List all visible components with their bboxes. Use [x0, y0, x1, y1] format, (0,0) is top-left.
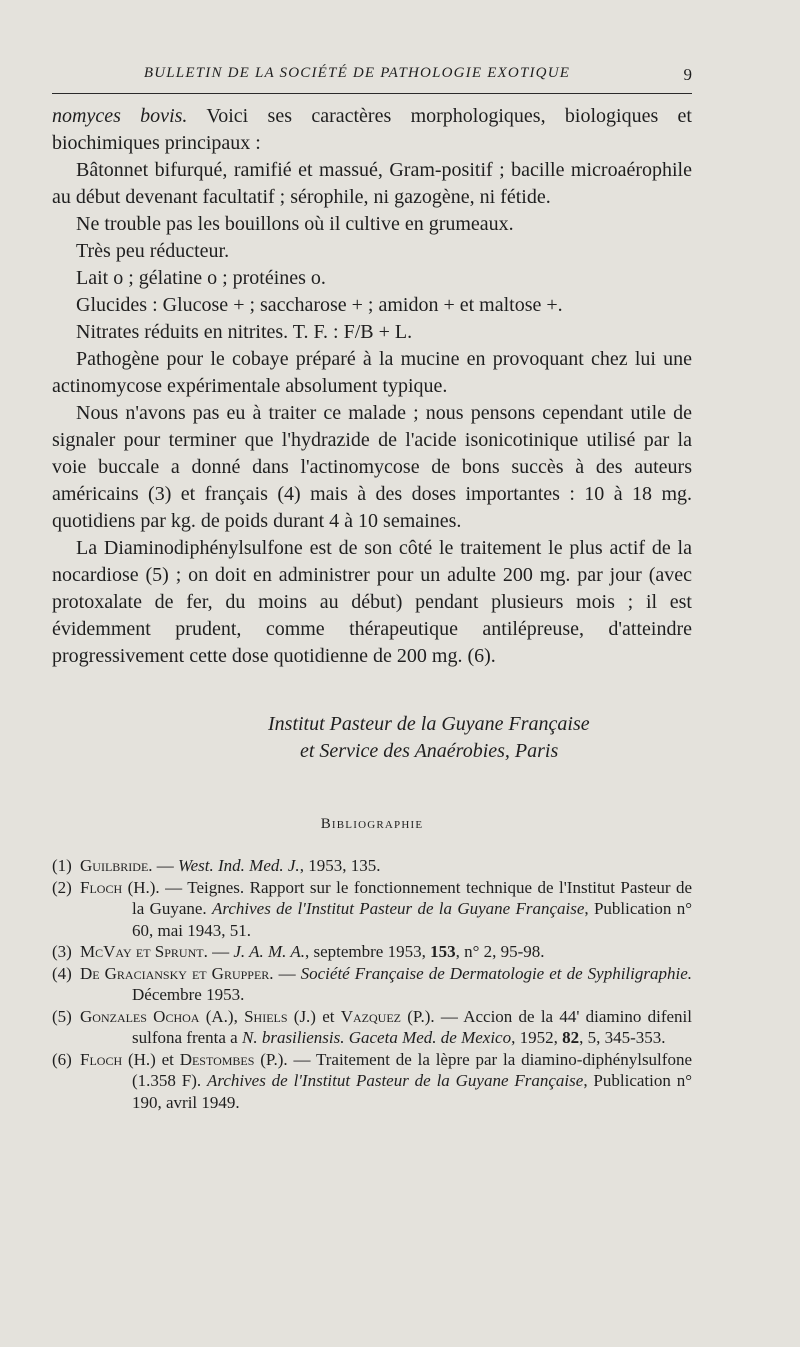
- header-rule: [52, 93, 692, 94]
- running-title: BULLETIN DE LA SOCIÉTÉ DE PATHOLOGIE EXOTIQUE: [143, 65, 571, 81]
- paragraph: Nous n'avons pas eu à traiter ce malade ; nous pensons cependant utile de signaler pour terminer que l'hydrazide de l'acide isonicotinique utilisé par la voie buccale a donné dans l'actinomycose de bons succès à des auteurs américains (3) et français (4) mais à des doses importantes : 10 à 18 mg. quotidiens par kg. de poids durant 4 à 10 semaines.: [52, 402, 692, 532]
- reference-volume: 82: [562, 1028, 580, 1047]
- reference-journal: J. A. M. A.: [233, 942, 305, 961]
- reference-author: Shiels: [244, 1006, 288, 1026]
- reference-journal: Société Française de Dermatologie et de Syphiligraphie.: [300, 963, 692, 983]
- reference-number: (1): [52, 856, 72, 875]
- reference-author: Floch: [80, 877, 123, 897]
- reference-author: Guilbride.: [80, 856, 153, 875]
- running-head: [52, 62, 692, 84]
- reference-number: (3): [52, 942, 72, 961]
- species-name: nomyces bovis.: [52, 105, 188, 127]
- reference-author: Floch: [80, 1049, 123, 1069]
- paragraph: Bâtonnet bifurqué, ramifié et massué, Gram-positif ; bacille microaérophile au début devenant facultatif ; sérophile, ni gazogène, ni fétide.: [52, 159, 692, 208]
- paragraph: Pathogène pour le cobaye préparé à la mucine en provoquant chez lui une actinomycose expérimentale absolument typique.: [52, 348, 692, 397]
- reference-item: (1) Guilbride. — West. Ind. Med. J., 1953, 135.: [52, 856, 381, 875]
- reference-author: Vazquez: [340, 1006, 401, 1026]
- affiliation: [52, 711, 692, 765]
- reference-number: (5): [52, 1006, 72, 1026]
- affiliation-line: Institut Pasteur de la Guyane Française: [268, 713, 590, 735]
- reference-item: (4) De Graciansky et Grupper. — Société Française de Dermatologie et de Syphiligraphie. Décembre 1953.: [52, 963, 692, 1004]
- article-body: [52, 103, 692, 670]
- reference-author: Gonzales Ochoa: [80, 1006, 200, 1026]
- reference-number: (2): [52, 877, 72, 897]
- paragraph: nomyces bovis. Voici ses caractères morphologiques, biologiques et biochimiques principaux :: [52, 105, 692, 154]
- paragraph: Très peu réducteur.: [76, 240, 230, 262]
- reference-volume: 153: [430, 942, 456, 961]
- bibliography-heading: Bibliographie: [320, 816, 424, 832]
- reference-item: (6) Floch (H.) et Destombes (P.). — Traitement de la lèpre par la diamino-diphénylsulfone (1.358 F). Archives de l'Institut Pasteur de la Guyane Française, Publication n° 190, avril 1949.: [52, 1049, 692, 1112]
- reference-author: De Graciansky et Grupper.: [80, 963, 274, 983]
- reference-journal: Archives de l'Institut Pasteur de la Guyane Française: [206, 1071, 584, 1090]
- paragraph: Ne trouble pas les bouillons où il cultive en grumeaux.: [76, 213, 514, 235]
- reference-number: (4): [52, 963, 72, 983]
- reference-author: McVay et Sprunt.: [80, 942, 208, 961]
- reference-item: (2) Floch (H.). — Teignes. Rapport sur le fonctionnement technique de l'Institut Pasteur de la Guyane. Archives de l'Institut Pasteur de la Guyane Française, Publication n° 60, mai 1943, 51.: [52, 877, 692, 940]
- reference-number: (6): [52, 1049, 72, 1069]
- reference-item: (3) McVay et Sprunt. — J. A. M. A., septembre 1953, 153, n° 2, 95-98.: [52, 942, 545, 961]
- paragraph: Glucides : Glucose + ; saccharose + ; amidon + et maltose +.: [76, 294, 563, 316]
- paragraph: Nitrates réduits en nitrites. T. F. : F/B + L.: [76, 321, 413, 343]
- reference-journal: West. Ind. Med. J.: [178, 856, 300, 875]
- reference-list: [52, 855, 692, 1113]
- affiliation-line: et Service des Anaérobies, Paris: [300, 740, 559, 762]
- reference-journal: N. brasiliensis. Gaceta Med. de Mexico: [241, 1028, 512, 1047]
- paragraph: Lait o ; gélatine o ; protéines o.: [76, 267, 326, 289]
- paragraph: La Diaminodiphénylsulfone est de son côté le traitement le plus actif de la nocardiose (5) ; on doit en administrer pour un adulte 200 mg. par jour (avec protoxalate de fer, du moins au début) pendant plusieurs mois ; il est évidemment prudent, comme thérapeutique antilépreuse, d'atteindre progressivement cette dose quotidienne de 200 mg. (6).: [52, 537, 692, 667]
- reference-item: (5) Gonzales Ochoa (A.), Shiels (J.) et Vazquez (P.). — Accion de la 44' diamino difenil sulfona frenta a N. brasiliensis. Gaceta Med. de Mexico, 1952, 82, 5, 345-353.: [52, 1006, 692, 1047]
- reference-author: Destombes: [179, 1049, 255, 1069]
- reference-journal: Archives de l'Institut Pasteur de la Guyane Française: [211, 899, 585, 918]
- page-number: 9: [683, 65, 692, 84]
